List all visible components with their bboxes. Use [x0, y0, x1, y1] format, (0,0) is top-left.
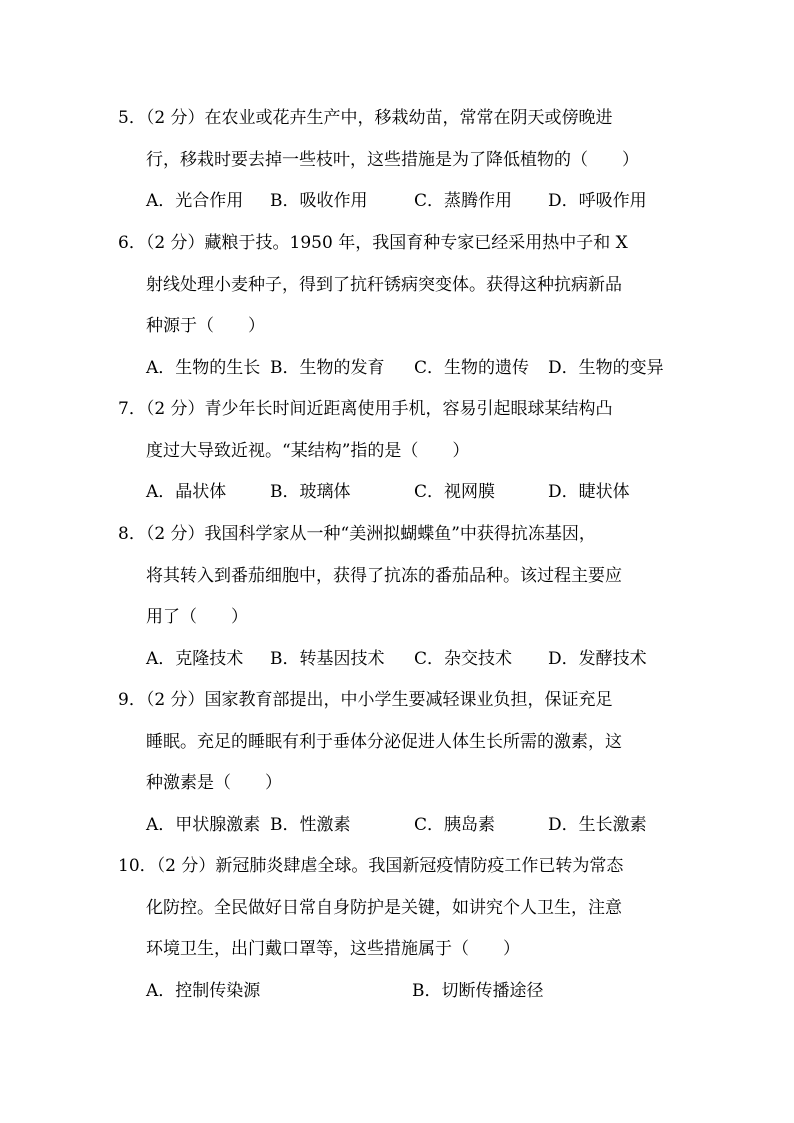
- option-a[interactable]: A．生物的生长: [146, 357, 261, 378]
- question-text-line: 8．（2 分）我国科学家从一种“美洲拟蝴蝶鱼”中获得抗冻基因，: [118, 524, 596, 544]
- question-text-line: 度过大导致近视。“某结构”指的是（ ）: [146, 440, 470, 461]
- question-text-line: 种源于（ ）: [146, 316, 265, 337]
- option-d[interactable]: D．呼吸作用: [548, 191, 647, 212]
- option-a[interactable]: A．克隆技术: [146, 648, 244, 669]
- question-text-line: 6．（2 分）藏粮于技。1950 年，我国育种专家已经采用热中子和 X: [118, 233, 628, 253]
- option-b[interactable]: B．性激素: [270, 814, 351, 835]
- options-row: [118, 639, 678, 681]
- question-text-line: 行，移栽时要去掉一些枝叶，这些措施是为了降低植物的（ ）: [146, 149, 639, 170]
- question-text-line: 种激素是（ ）: [146, 773, 282, 794]
- option-a[interactable]: A．晶状体: [146, 482, 227, 503]
- options-row: [118, 472, 678, 514]
- option-a[interactable]: A．光合作用: [146, 191, 244, 212]
- question-5: [118, 98, 678, 223]
- question-text-line: 射线处理小麦种子，得到了抗秆锈病突变体。获得这种抗病新品: [146, 274, 622, 295]
- question-10: [118, 846, 678, 1012]
- option-c[interactable]: C．杂交技术: [414, 648, 513, 669]
- option-a[interactable]: A．控制传染源: [146, 980, 261, 1001]
- option-c[interactable]: C．视网膜: [414, 482, 496, 503]
- option-d[interactable]: D．睫状体: [548, 482, 630, 503]
- question-text-line: 环境卫生，出门戴口罩等，这些措施属于（ ）: [146, 939, 520, 960]
- option-b[interactable]: B．切断传播途径: [412, 980, 544, 1001]
- question-text-line: 5．（2 分）在农业或花卉生产中，移栽幼苗，常常在阴天或傍晚进: [118, 108, 613, 128]
- option-b[interactable]: B．玻璃体: [270, 482, 351, 503]
- option-b[interactable]: B．转基因技术: [270, 648, 385, 669]
- question-6: [118, 223, 678, 389]
- option-b[interactable]: B．生物的发育: [270, 357, 385, 378]
- option-d[interactable]: D．发酵技术: [548, 648, 647, 669]
- option-d[interactable]: D．生物的变异: [548, 357, 664, 378]
- options-row: [118, 181, 678, 223]
- option-c[interactable]: C．蒸腾作用: [414, 191, 513, 212]
- question-text-line: 7．（2 分）青少年长时间近距离使用手机，容易引起眼球某结构凸: [118, 399, 613, 419]
- question-text-line: 用了（ ）: [146, 607, 248, 628]
- options-row: [118, 348, 678, 390]
- question-7: [118, 389, 678, 514]
- question-text-line: 10．（2 分）新冠肺炎肆虐全球。我国新冠疫情防疫工作已转为常态: [118, 856, 624, 876]
- question-text-line: 将其转入到番茄细胞中，获得了抗冻的番茄品种。该过程主要应: [146, 565, 622, 586]
- question-text-line: 睡眠。充足的睡眠有利于垂体分泌促进人体生长所需的激素，这: [146, 731, 622, 752]
- question-8: [118, 514, 678, 680]
- options-row: [118, 805, 678, 847]
- question-9: [118, 680, 678, 846]
- option-c[interactable]: C．生物的遗传: [414, 357, 530, 378]
- question-text-line: 化防控。全民做好日常自身防护是关键，如讲究个人卫生，注意: [146, 897, 622, 918]
- option-c[interactable]: C．胰岛素: [414, 814, 496, 835]
- option-d[interactable]: D．生长激素: [548, 814, 647, 835]
- question-text-line: 9．（2 分）国家教育部提出，中小学生要减轻课业负担，保证充足: [118, 690, 613, 710]
- option-a[interactable]: A．甲状腺激素: [146, 814, 261, 835]
- options-row: [118, 971, 678, 1013]
- option-b[interactable]: B．吸收作用: [270, 191, 368, 212]
